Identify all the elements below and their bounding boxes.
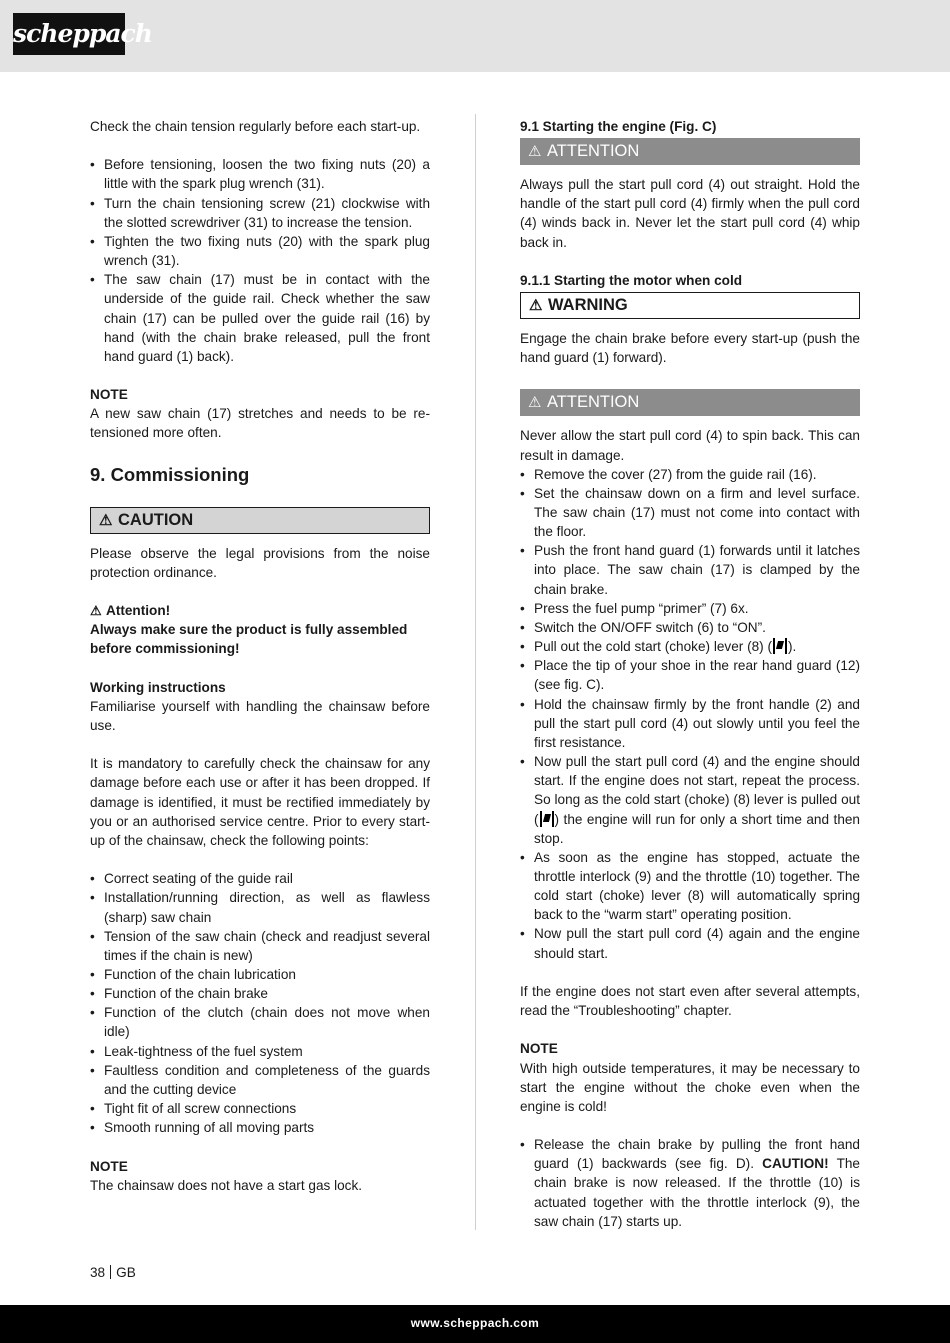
attention-label: ATTENTION xyxy=(547,142,640,161)
list-item: • Function of the chain brake xyxy=(90,984,430,1003)
attention-bold-text: Always make sure the product is fully assembled before commissioning! xyxy=(90,622,408,657)
caution-text: Please observe the legal provisions from the noise protection ordinance. xyxy=(90,545,430,580)
list-item: • Turn the chain tensioning screw (21) clockwise with the slotted screwdriver (31) to increase the tension. xyxy=(90,194,430,232)
page-number: 38 xyxy=(90,1265,106,1280)
list-item: • Installation/running direction, as well as flawless (sharp) saw chain xyxy=(90,888,430,926)
attention-label: ATTENTION xyxy=(547,393,640,412)
warning-triangle-icon: ⚠ xyxy=(528,143,542,161)
warning-label: WARNING xyxy=(548,296,628,314)
list-item: • Place the tip of your shoe in the rear hand guard (12) (see fig. C). xyxy=(520,656,860,694)
list-item: • The saw chain (17) must be in contact with the underside of the guide rail. Check whether the saw chain (17) can be pulled over the guide rail (16) by hand (with the chain brake released, pull the front hand guard (1) back). xyxy=(90,270,430,366)
warning-triangle-icon: ⚠ xyxy=(90,603,102,619)
working-text: Familiarise yourself with handling the chainsaw before use. xyxy=(90,698,430,733)
list-item: • Before tensioning, loosen the two fixing nuts (20) a little with the spark plug wrench (31). xyxy=(90,155,430,193)
warning-triangle-icon: ⚠ xyxy=(529,297,543,314)
column-divider xyxy=(475,114,476,1230)
website-link[interactable]: www.scheppach.com xyxy=(0,1305,950,1343)
note-text: A new saw chain (17) stretches and needs to be re-tensioned more often. xyxy=(90,406,430,441)
note-title: NOTE xyxy=(90,1158,128,1174)
list-item: • Now pull the start pull cord (4) and the engine should start. If the engine does not start, repeat the process. So long as the cold start (choke) (8) lever is pulled out ( ) the engine will run for only a short time and then stop. xyxy=(520,752,860,848)
subsection-title: 9.1 Starting the engine (Fig. C) xyxy=(520,119,717,134)
attention-text: Never allow the start pull cord (4) to spin back. This can result in damage. xyxy=(520,428,860,463)
attention-heading: ⚠ Attention! xyxy=(90,601,430,620)
brand-logo: scheppach xyxy=(13,13,125,55)
check-text: It is mandatory to carefully check the chainsaw for any damage before each use or after it has been dropped. If damage is identified, it must be rectified immediately by you or an authorised service centre. Prior to every start-up of the chainsaw, check the following points: xyxy=(90,756,430,848)
list-item: • As soon as the engine has stopped, actuate the throttle interlock (9) and the throttle (10) together. The cold start (choke) lever (8) will automatically spring back to the “warm start” operating position. xyxy=(520,848,860,925)
list-item: • Release the chain brake by pulling the front hand guard (1) backwards (see fig. D). CAUTION! The chain brake is now released. If the throttle (10) is actuated together with the throttle interlock (9), the saw chain (17) starts up. xyxy=(520,1135,860,1231)
list-item: • Set the chainsaw down on a firm and level surface. The saw chain (17) must not come into contact with the floor. xyxy=(520,484,860,541)
language-code: GB xyxy=(116,1265,136,1280)
list-item: • Hold the chainsaw firmly by the front handle (2) and pull the start pull cord (4) out slowly until you feel the first resistance. xyxy=(520,695,860,752)
warning-triangle-icon: ⚠ xyxy=(99,511,113,529)
troubleshooting-text: If the engine does not start even after several attempts, read the “Troubleshooting” chapter. xyxy=(520,983,860,1019)
warning-text: Engage the chain brake before every start-up (push the hand guard (1) forward). xyxy=(520,331,860,366)
attention-box xyxy=(520,138,860,165)
list-item: • Now pull the start pull cord (4) again and the engine should start. xyxy=(520,924,860,962)
release-brake-list xyxy=(520,1135,860,1231)
working-title: Working instructions xyxy=(90,679,226,695)
subsection-title: 9.1.1 Starting the motor when cold xyxy=(520,272,743,288)
attention-text: Always pull the start pull cord (4) out straight. Hold the handle of the start pull cord (4) firmly when the pull cord (4) winds back in. Never let the start pull cord (4) whip back in. xyxy=(520,177,860,250)
left-column xyxy=(90,117,430,1195)
choke-icon xyxy=(540,811,554,827)
list-item: • Function of the chain lubrication xyxy=(90,965,430,984)
list-item: • Correct seating of the guide rail xyxy=(90,869,430,888)
list-item: • Pull out the cold start (choke) lever (8) ( ). xyxy=(520,637,860,656)
list-item: • Push the front hand guard (1) forwards until it latches into place. The saw chain (17) is clamped by the chain brake. xyxy=(520,541,860,598)
warning-box xyxy=(520,292,860,319)
page-footer xyxy=(90,1265,136,1280)
list-item: • Remove the cover (27) from the guide rail (16). xyxy=(520,465,860,484)
section-title: 9. Commissioning xyxy=(90,463,250,485)
note-text: With high outside temperatures, it may be necessary to start the engine without the choke even when the engine is cold! xyxy=(520,1060,860,1114)
tension-steps-list xyxy=(90,155,430,366)
list-item: • Smooth running of all moving parts xyxy=(90,1118,430,1137)
list-item: • Tight fit of all screw connections xyxy=(90,1099,430,1118)
list-item: • Faultless condition and completeness of the guards and the cutting device xyxy=(90,1061,430,1099)
caution-label: CAUTION xyxy=(118,510,194,529)
list-item: • Function of the clutch (chain does not move when idle) xyxy=(90,1003,430,1041)
attention-box xyxy=(520,389,860,416)
note-text: The chainsaw does not have a start gas lock. xyxy=(90,1177,363,1193)
list-item: • Press the fuel pump “primer” (7) 6x. xyxy=(520,599,860,618)
intro-text: Check the chain tension regularly before each start-up. xyxy=(90,119,421,134)
list-item: • Switch the ON/OFF switch (6) to “ON”. xyxy=(520,618,860,637)
note-title: NOTE xyxy=(520,1041,558,1057)
warning-triangle-icon: ⚠ xyxy=(528,394,542,412)
list-item: • Leak-tightness of the fuel system xyxy=(90,1042,430,1061)
start-steps-list xyxy=(520,465,860,963)
right-column xyxy=(520,117,860,1231)
choke-icon xyxy=(773,638,787,654)
check-points-list xyxy=(90,869,430,1137)
list-item: • Tension of the saw chain (check and readjust several times if the chain is new) xyxy=(90,927,430,965)
list-item: • Tighten the two fixing nuts (20) with the spark plug wrench (31). xyxy=(90,232,430,270)
caution-box xyxy=(90,507,430,534)
note-title: NOTE xyxy=(90,387,128,403)
header-bar xyxy=(0,0,950,72)
